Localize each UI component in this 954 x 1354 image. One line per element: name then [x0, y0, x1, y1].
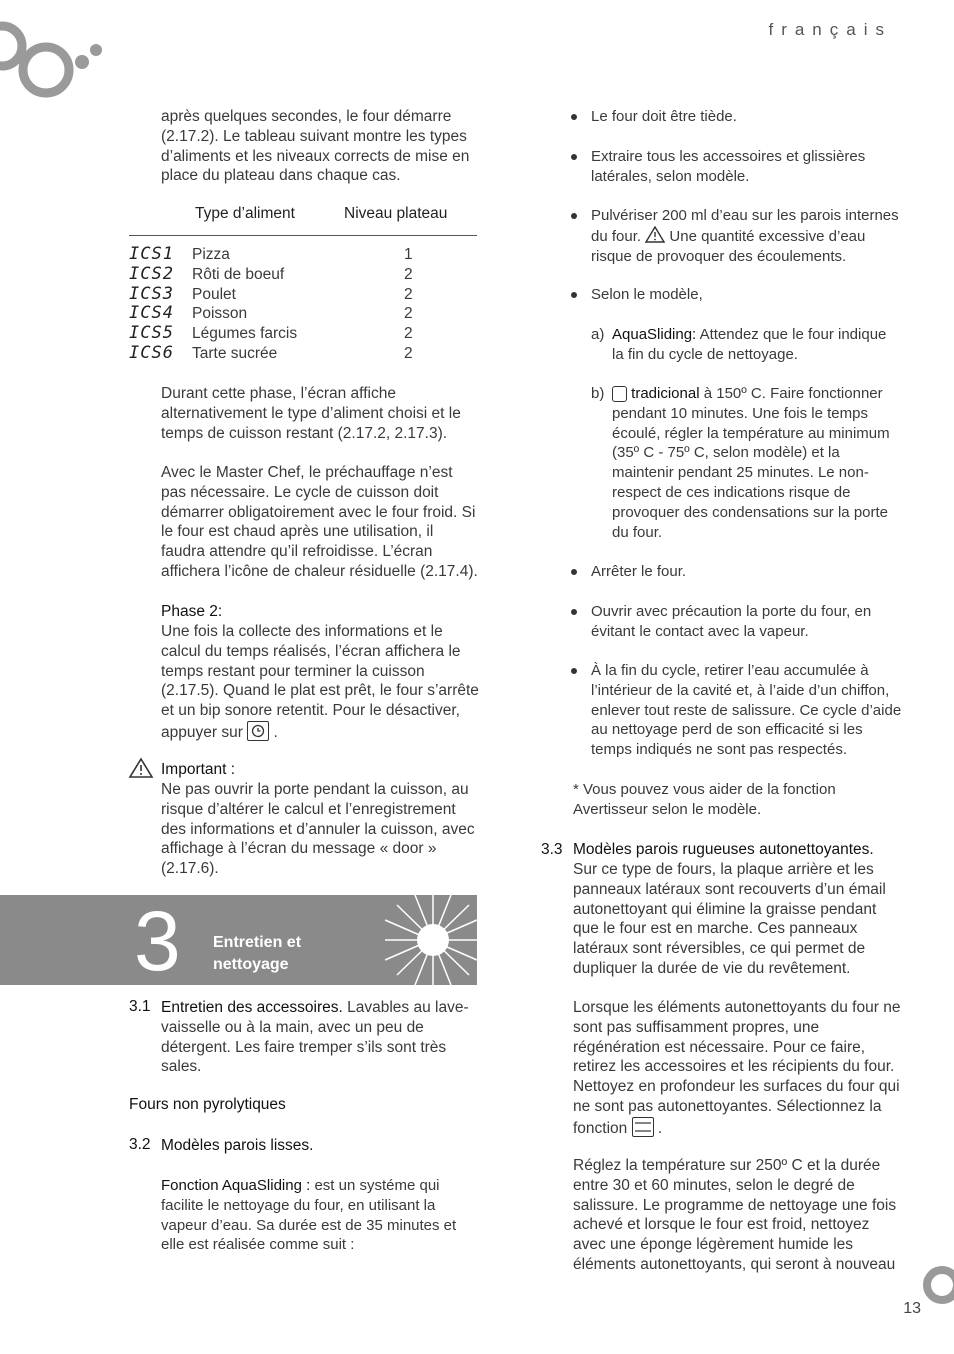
phase2-end: . [273, 723, 278, 741]
warning-icon [128, 757, 154, 779]
bullet-dot [571, 213, 577, 219]
fours-non-pyro-title: Fours non pyrolytiques [129, 1096, 286, 1113]
option-a-title: AquaSliding: [612, 326, 697, 343]
option-b-label: b) [591, 385, 605, 402]
sparkle-icon [385, 895, 477, 985]
food-name: Tarte sucrée [192, 345, 278, 362]
food-name: Rôti de boeuf [192, 265, 285, 283]
table-row [129, 246, 477, 266]
aquasliding-title: Fonction AquaSliding : [161, 1177, 311, 1194]
food-name: Poisson [192, 305, 248, 323]
bullet-dot [571, 668, 577, 674]
phase2-paragraph [161, 622, 479, 743]
timer-icon [247, 721, 269, 741]
section-title [213, 932, 301, 976]
cleaning-function-icon [632, 1117, 654, 1137]
bullet-6: Ouvrir avec précaution la porte du four, en évitant le contact avec la vapeur. [591, 603, 872, 640]
bullet-3 [591, 206, 906, 266]
food-name: Pizza [192, 246, 230, 263]
option-a [612, 325, 902, 365]
program-code: ICS2 [129, 263, 174, 284]
table-row [129, 305, 477, 325]
bullet-3-text-a: Pulvériser 200 ml d’eau sur les parois internes du four. [591, 207, 899, 245]
program-code: ICS3 [129, 283, 174, 304]
section-3-3-p1: Sur ce type de fours, la plaque arrière et les panneaux latéraux sont recouverts d’un émail autonettoyant qui élimine la graisse pendant que le four est en marche. Ces panneaux latéraux sont réversibles, ce qui permet de dupliquer la durée de vie du revêtement. [573, 861, 886, 977]
bullet-4: Selon le modèle, [591, 286, 703, 303]
option-b [612, 384, 902, 542]
program-code: ICS5 [129, 323, 174, 344]
section-3-3-number: 3.3 [541, 841, 563, 858]
bullet-7: À la fin du cycle, retirer l’eau accumulée à l’intérieur de la cavité et, à l’aide d’un chiffon, enlever tout reste de salissure. Ce cycle d’aide au nettoyage perd de son efficacité si les temps indiqués ne sont pas respectés. [591, 662, 902, 759]
important-title: Important : [161, 761, 236, 778]
tray-level: 2 [404, 285, 413, 303]
section-3-1-title: Entretien des accessoires. [161, 999, 343, 1016]
food-name: Poulet [192, 285, 236, 303]
table-header-food: Type d’aliment [195, 205, 295, 222]
bullet-1: Le four doit être tiède. [591, 108, 737, 125]
section-3-2-title: Modèles parois lisses. [161, 1137, 314, 1154]
brand-logo-circles [0, 0, 110, 110]
phase2-text: Une fois la collecte des informations et le calcul du temps réalisés, l’écran affichera le temps restant pour terminer la cuisson (2.17.5). Quand le plat est prêt, le four s’arrête et un bip sonore retentit. Pour le désactiver, appuyer sur [161, 623, 479, 741]
option-a-text: Attendez que le four indique la fin du cycle de nettoyage. [612, 326, 887, 363]
program-code: ICS4 [129, 303, 174, 324]
option-a-label: a) [591, 326, 605, 343]
table-header-level: Niveau plateau [344, 205, 448, 222]
tray-level: 2 [404, 345, 413, 362]
section-title-line2: nettoyage [213, 956, 289, 973]
bullet-dot [571, 609, 577, 615]
table-row [129, 345, 477, 365]
warning-icon [645, 226, 665, 243]
section-3-3-p2-end: . [657, 1119, 663, 1137]
aquasliding-paragraph [161, 1176, 479, 1255]
table-row [129, 263, 477, 286]
intro-paragraph: après quelques secondes, le four démarre (2.17.2). Le tableau suivant montre les types d’aliments et les niveaux corrects de mise en place du plateau dans chaque cas. [161, 108, 470, 185]
aquasliding-text: est un systéme qui facilite le nettoyage du four, en utilisant la vapeur d’eau. Sa durée est de 35 minutes et elle est réalisée comme suit : [161, 1177, 457, 1254]
program-code: ICS6 [129, 343, 174, 363]
food-name: Légumes farcis [192, 325, 298, 343]
language-label: français [768, 20, 892, 39]
page-number: 13 [903, 1300, 921, 1317]
tray-level: 2 [404, 305, 413, 323]
bullet-dot [571, 154, 577, 160]
section-3-2-number: 3.2 [129, 1136, 151, 1153]
option-b-title: tradicional [631, 385, 700, 402]
section-3-3-p2 [573, 998, 905, 1139]
section-number: 3 [134, 894, 181, 988]
masterchef-paragraph: Avec le Master Chef, le préchauffage n’est pas nécessaire. Le cycle de cuisson doit démarrer obligatoirement avec le four froid. Si le four est chaud après une utilisation, il faudra attendre qu’il refroidisse. L’écran affichera l’icône de chaleur résiduelle (2.17.4). [161, 464, 478, 580]
tray-level: 2 [404, 265, 413, 283]
bullet-dot [571, 114, 577, 120]
bullet-5: Arrêter le four. [591, 563, 687, 580]
table-divider [129, 235, 477, 236]
program-code: ICS1 [129, 244, 174, 264]
important-paragraph: Ne pas ouvrir la porte pendant la cuisson, au risque d’altérer le calcul et l’enregistrement des informations et d’annuler la cuisson, avec affichage à l’écran du message « door » (2.17.6). [161, 781, 475, 878]
phase2-title: Phase 2: [161, 603, 223, 620]
bullet-2: Extraire tous les accessoires et glissières latérales, selon modèle. [591, 148, 866, 185]
phase-paragraph: Durant cette phase, l’écran affiche alternativement le type d’aliment choisi et le temps de cuisson restant (2.17.2, 2.17.3). [161, 385, 461, 442]
section-3-3-title: Modèles parois rugueuses autonettoyantes. [573, 841, 874, 858]
tray-level: 1 [404, 246, 413, 263]
tray-level: 2 [404, 325, 413, 343]
oven-function-icon [612, 386, 627, 402]
bullet-3-text-b: Une quantité excessive d’eau risque de provoquer des écoulements. [591, 227, 866, 265]
section-title-line1: Entretien et [213, 934, 302, 951]
table-row [129, 325, 477, 345]
section-3-3-p3: Réglez la température sur 250º C et la durée entre 30 et 60 minutes, selon le degré de salissure. Le programme de nettoyage une fois achevé et lorsque le four est froid, nettoyez avec une éponge légèrement humide les éléments autonettoyants, qui seront à nouveau [573, 1157, 897, 1273]
section-3-1-text: Lavables au lave-vaisselle ou à la main, avec un peu de détergent. Les faire tremper s’ils sont très sales. [161, 999, 469, 1076]
table-row [129, 283, 477, 306]
section-3-3-p2-text: Lorsque les éléments autonettoyants du four ne sont pas suffisamment propres, une régénération est nécessaire. Pour ce faire, retirez les accessoires et les récipients du four. Nettoyez en profondeur les surfaces du four qui ne sont pas autonettoyantes. Sélectionnez la fonction [573, 999, 901, 1137]
option-b-text: à 150º C. Faire fonctionner pendant 10 minutes. Une fois le temps écoulé, régler la température au minimum (35º C - 75º C, selon modèle) et la maintenir pendant 25 minutes. Le non-respect de ces indications risque de provoquer des condensations sur la porte du four. [612, 385, 890, 541]
section-3-1-number: 3.1 [129, 998, 151, 1015]
corner-circle-decor [920, 1265, 954, 1305]
bullet-dot [571, 569, 577, 575]
note: * Vous pouvez vous aider de la fonction Avertisseur selon le modèle. [573, 781, 836, 818]
bullet-dot [571, 292, 577, 298]
section-3-1-paragraph [161, 998, 479, 1077]
